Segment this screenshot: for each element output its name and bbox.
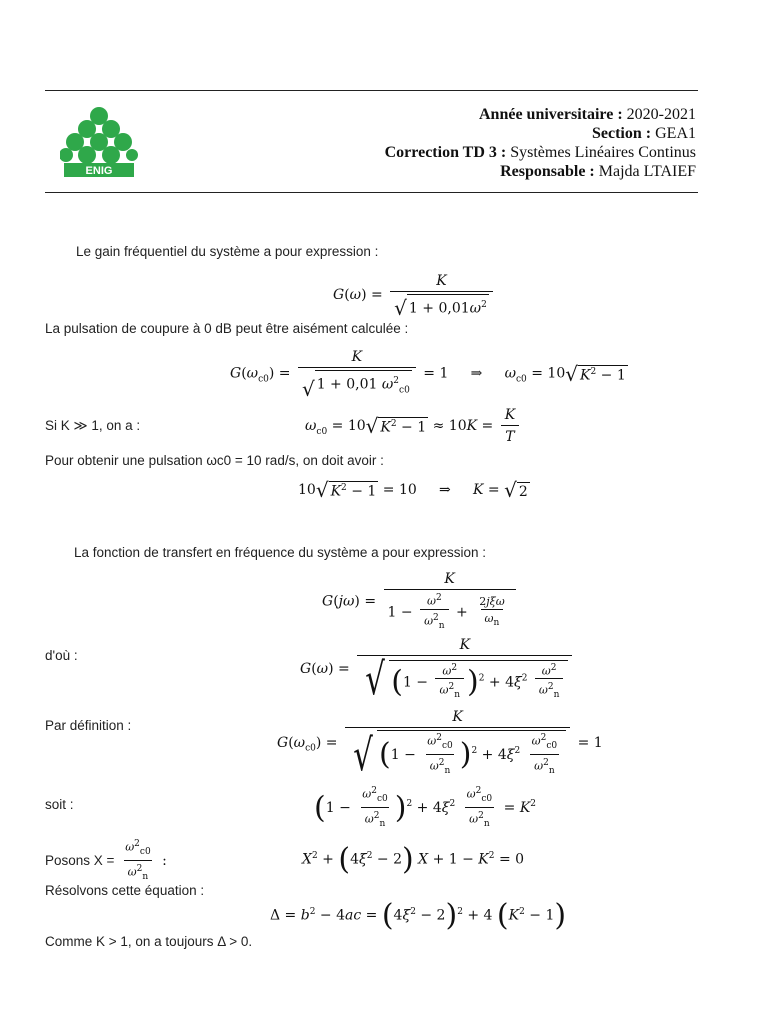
obtenir-text: Pour obtenir une pulsation ωc0 = 10 rad/s, on doit avoir : xyxy=(45,453,384,468)
header-bottom-rule xyxy=(45,192,698,193)
responsable-label: Responsable : xyxy=(500,163,595,180)
quadratic-equation: $X^2 + (4\xi^2 - 2) X + 1 - K^2 = 0$ xyxy=(302,842,525,877)
part1-intro: Le gain fréquentiel du système a pour expression : xyxy=(76,244,379,259)
header-block xyxy=(385,105,696,181)
soit-text: soit : xyxy=(45,797,74,812)
enig-logo xyxy=(60,106,138,178)
dou-text: d'où : xyxy=(45,648,78,663)
section-label: Section : xyxy=(592,125,652,142)
modulus-equation: G(ω) = K √ (1 − $\frac{\omega^2}{\omega^2_n}$ )$^2 + 4\xi^2$ $\frac{\omega^2}{\omega^2_n}$ xyxy=(300,636,575,702)
annee-label: Année universitaire : xyxy=(478,106,623,123)
part2-intro: La fonction de transfert en fréquence du système a pour expression : xyxy=(74,545,486,560)
soit-equation: (1 − $\frac{\omega^2_{c0}}{\omega^2_n}$ )$^2 + 4\xi^2$ $\frac{\omega^2_{c0}}{\omega^2_n}$ = $K^2$ xyxy=(314,786,537,829)
annee-value: 2020-2021 xyxy=(626,106,696,123)
posons-line: Posons X = $\frac{\omega^2_{c0}}{\omega^2_n}$ : xyxy=(45,839,167,882)
correction-label: Correction TD 3 : xyxy=(384,144,507,161)
k-solution-equation: 10 √ $K^2 - 1$ = 10 ⇒ K = √ 2 xyxy=(298,478,528,502)
definition-equation: $G(\omega_{c0})$ = K √ (1 − $\frac{\omega^2_{c0}}{\omega^2_n}$ )$^2 + 4\xi^2$ $\frac{\omega^2_{c0}}{\omega^2_n}$ = 1 xyxy=(277,709,603,781)
delta-equation: $\Delta = b^2 - 4ac = (4\xi^2 - 2)^2 + 4$ $(K^2 - 1)$ xyxy=(270,898,567,933)
top-rule xyxy=(45,90,698,91)
logo-text: ENIG xyxy=(85,165,113,177)
posons-text: Posons X = xyxy=(45,852,115,868)
par-def-text: Par définition : xyxy=(45,718,132,733)
comme-text: Comme K > 1, on a toujours Δ > 0. xyxy=(45,934,253,949)
gain-equation: G(ω) = K √ $1 + 0,01\omega^2$ xyxy=(333,272,496,318)
correction-value: Systèmes Linéaires Continus xyxy=(510,144,696,161)
approx-equation: $\omega_{c0} = 10$ √ $K^2 - 1$ ≈ 10K = $\frac{K}{T}$ xyxy=(305,406,522,446)
coupure-text: La pulsation de coupure à 0 dB peut être aisément calculée : xyxy=(45,321,409,336)
section-value: GEA1 xyxy=(655,125,696,142)
resolvons-text: Résolvons cette équation : xyxy=(45,883,205,898)
coupure-equation: $G(\omega_{c0})$ = K √ 1 + 0,01 $\omega^2_{c0}$ = 1 ⇒ $\omega_{c0} = 10$ √ $K^2 - 1$ xyxy=(230,349,626,402)
transfer-equation: G(jω) = K 1 − $\frac{\omega^2}{\omega^2_n}$ + $\frac{\text{2jξω}}{\omega_n}$ xyxy=(322,570,519,633)
si-k-text: Si K ≫ 1, on a : xyxy=(45,418,141,433)
responsable-value: Majda LTAIEF xyxy=(598,163,696,180)
